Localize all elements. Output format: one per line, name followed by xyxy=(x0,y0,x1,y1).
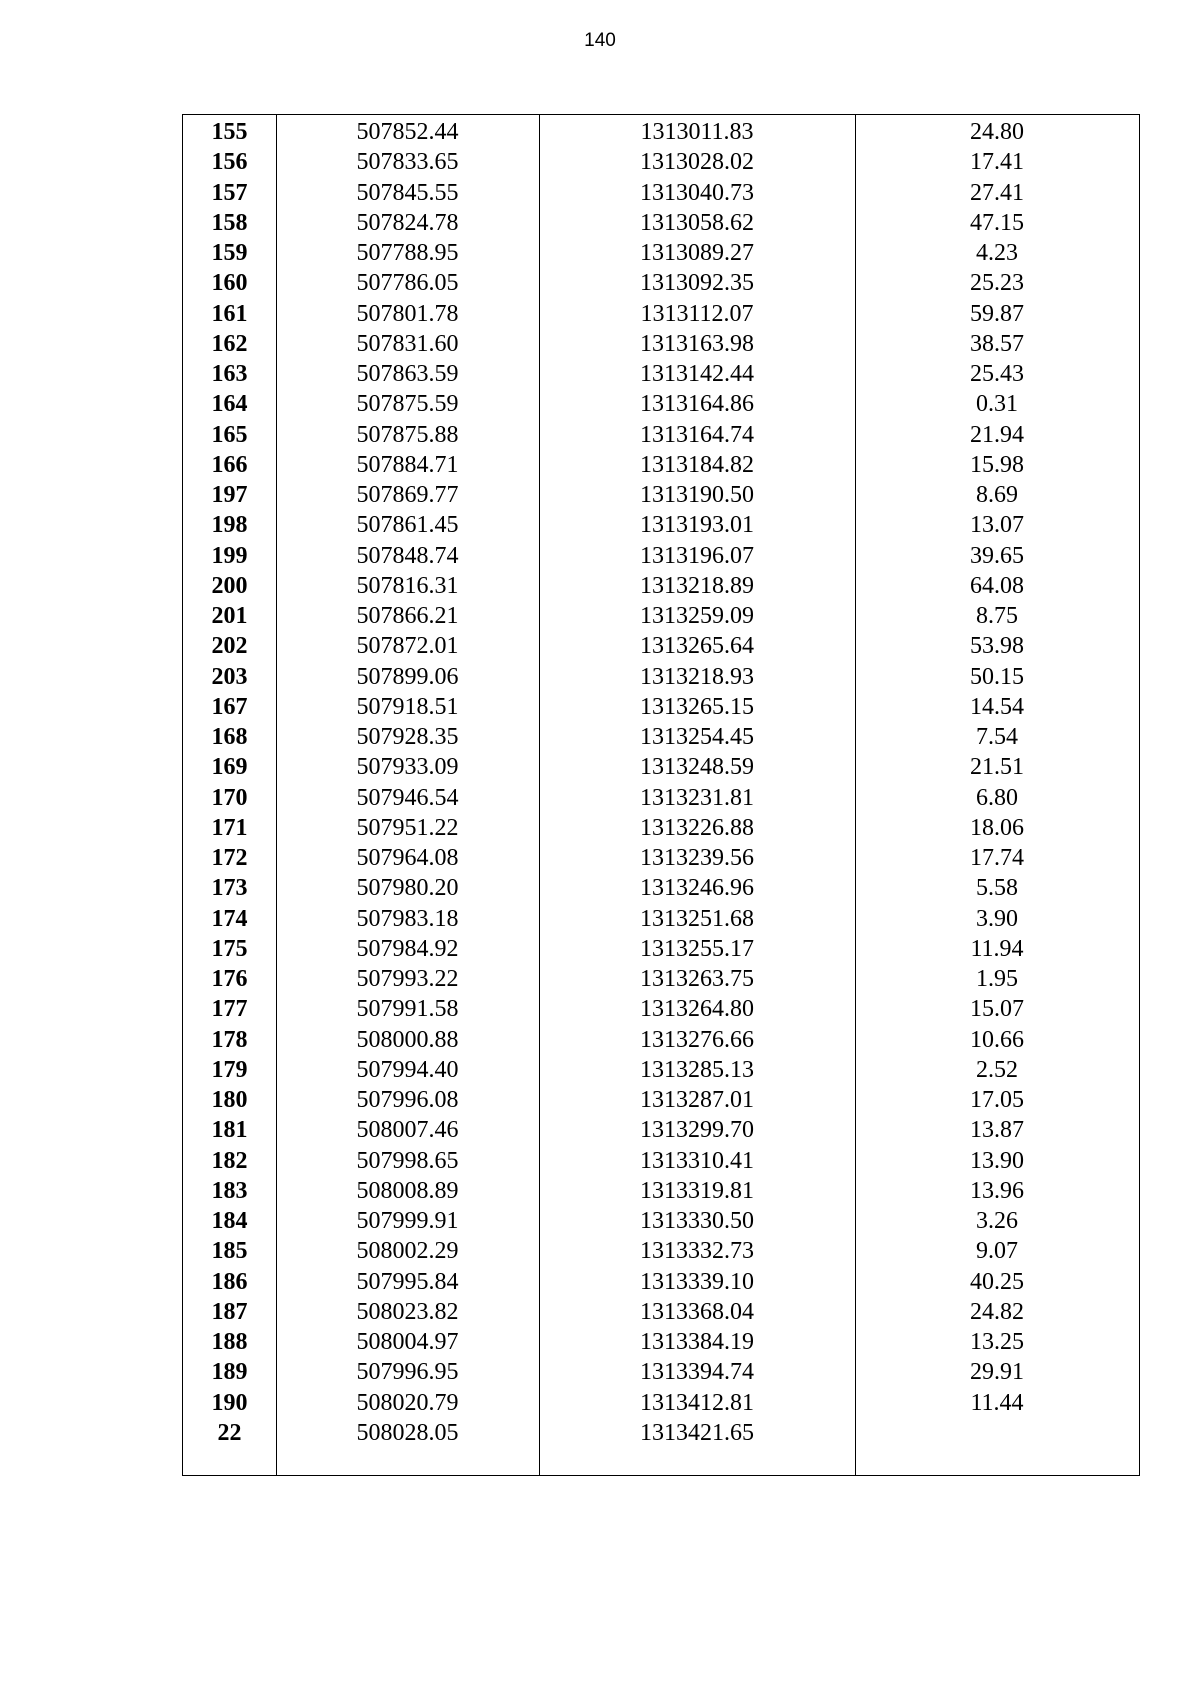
point-number-cell: 187 xyxy=(211,1298,248,1325)
x-coordinate-cell: 507869.77 xyxy=(356,482,459,509)
y-coordinate-cell: 1313319.81 xyxy=(640,1177,754,1204)
x-coordinate-cell: 507861.45 xyxy=(356,512,459,539)
table-row xyxy=(183,450,1139,480)
x-coordinate-cell: 507872.01 xyxy=(356,633,459,660)
distance-cell: 6.80 xyxy=(976,784,1018,811)
point-number-cell: 199 xyxy=(211,542,248,569)
distance-cell: 10.66 xyxy=(970,1026,1024,1053)
point-number-cell: 173 xyxy=(211,875,248,902)
y-coordinate-cell: 1313011.83 xyxy=(640,119,754,146)
y-coordinate-cell: 1313332.73 xyxy=(640,1238,754,1265)
table-row xyxy=(183,692,1139,722)
distance-cell: 13.07 xyxy=(970,512,1024,539)
x-coordinate-cell: 508002.29 xyxy=(356,1238,459,1265)
x-coordinate-cell: 507863.59 xyxy=(356,361,459,388)
distance-cell: 21.94 xyxy=(970,421,1024,448)
y-coordinate-cell: 1313196.07 xyxy=(640,542,754,569)
table-row xyxy=(183,1327,1139,1357)
distance-cell: 17.74 xyxy=(970,845,1024,872)
point-number-cell: 157 xyxy=(211,179,248,206)
point-number-cell: 170 xyxy=(211,784,248,811)
x-coordinate-cell: 507824.78 xyxy=(356,209,459,236)
x-coordinate-cell: 507933.09 xyxy=(356,754,459,781)
table-row xyxy=(183,722,1139,752)
x-coordinate-cell: 507993.22 xyxy=(356,966,459,993)
coordinate-table xyxy=(182,114,1140,1476)
table-row xyxy=(183,480,1139,510)
y-coordinate-cell: 1313190.50 xyxy=(640,482,754,509)
x-coordinate-cell: 507951.22 xyxy=(356,814,459,841)
point-number-cell: 181 xyxy=(211,1117,248,1144)
table-row xyxy=(183,843,1139,873)
x-coordinate-cell: 507998.65 xyxy=(356,1147,459,1174)
distance-cell: 27.41 xyxy=(970,179,1024,206)
distance-cell: 11.44 xyxy=(970,1389,1024,1416)
point-number-cell: 161 xyxy=(211,300,248,327)
distance-cell: 9.07 xyxy=(976,1238,1018,1265)
point-number-cell: 174 xyxy=(211,905,248,932)
distance-cell: 13.87 xyxy=(970,1117,1024,1144)
y-coordinate-cell: 1313264.80 xyxy=(640,996,754,1023)
x-coordinate-cell: 507946.54 xyxy=(356,784,459,811)
distance-cell: 38.57 xyxy=(970,330,1024,357)
x-coordinate-cell: 507918.51 xyxy=(356,693,459,720)
distance-cell: 25.23 xyxy=(970,270,1024,297)
x-coordinate-cell: 507996.08 xyxy=(356,1087,459,1114)
table-row xyxy=(183,299,1139,329)
table-row xyxy=(183,541,1139,571)
distance-cell: 1.95 xyxy=(976,966,1018,993)
page-number: 140 xyxy=(584,30,616,51)
y-coordinate-cell: 1313421.65 xyxy=(640,1419,754,1446)
table-row xyxy=(183,752,1139,782)
y-coordinate-cell: 1313287.01 xyxy=(640,1087,754,1114)
x-coordinate-cell: 507833.65 xyxy=(356,149,459,176)
y-coordinate-cell: 1313231.81 xyxy=(640,784,754,811)
table-row xyxy=(183,1388,1139,1418)
y-coordinate-cell: 1313276.66 xyxy=(640,1026,754,1053)
point-number-cell: 183 xyxy=(211,1177,248,1204)
table-row xyxy=(183,1418,1139,1448)
x-coordinate-cell: 507999.91 xyxy=(356,1208,459,1235)
y-coordinate-cell: 1313251.68 xyxy=(640,905,754,932)
x-coordinate-cell: 508004.97 xyxy=(356,1329,459,1356)
table-row xyxy=(183,178,1139,208)
x-coordinate-cell: 508008.89 xyxy=(356,1177,459,1204)
point-number-cell: 160 xyxy=(211,270,248,297)
point-number-cell: 180 xyxy=(211,1087,248,1114)
x-coordinate-cell: 507831.60 xyxy=(356,330,459,357)
point-number-cell: 178 xyxy=(211,1026,248,1053)
point-number-cell: 203 xyxy=(211,663,248,690)
x-coordinate-cell: 507983.18 xyxy=(356,905,459,932)
distance-cell: 53.98 xyxy=(970,633,1024,660)
y-coordinate-cell: 1313218.89 xyxy=(640,572,754,599)
table-row xyxy=(183,934,1139,964)
y-coordinate-cell: 1313299.70 xyxy=(640,1117,754,1144)
table-row xyxy=(183,208,1139,238)
point-number-cell: 163 xyxy=(211,361,248,388)
x-coordinate-cell: 507996.95 xyxy=(356,1359,459,1386)
x-coordinate-cell: 507991.58 xyxy=(356,996,459,1023)
table-row xyxy=(183,904,1139,934)
distance-cell: 7.54 xyxy=(976,724,1018,751)
point-number-cell: 185 xyxy=(211,1238,248,1265)
point-number-cell: 22 xyxy=(217,1419,242,1446)
x-coordinate-cell: 508028.05 xyxy=(356,1419,459,1446)
distance-cell: 15.98 xyxy=(970,451,1024,478)
y-coordinate-cell: 1313263.75 xyxy=(640,966,754,993)
x-coordinate-cell: 507980.20 xyxy=(356,875,459,902)
distance-cell: 29.91 xyxy=(970,1359,1024,1386)
x-coordinate-cell: 507866.21 xyxy=(356,603,459,630)
distance-cell: 50.15 xyxy=(970,663,1024,690)
coordinate-table-grid xyxy=(183,117,1139,1448)
x-coordinate-cell: 507848.74 xyxy=(356,542,459,569)
distance-cell: 18.06 xyxy=(970,814,1024,841)
table-row xyxy=(183,1267,1139,1297)
y-coordinate-cell: 1313164.86 xyxy=(640,391,754,418)
point-number-cell: 165 xyxy=(211,421,248,448)
y-coordinate-cell: 1313255.17 xyxy=(640,935,754,962)
point-number-cell: 198 xyxy=(211,512,248,539)
table-row xyxy=(183,813,1139,843)
point-number-cell: 200 xyxy=(211,572,248,599)
table-row xyxy=(183,510,1139,540)
y-coordinate-cell: 1313248.59 xyxy=(640,754,754,781)
y-coordinate-cell: 1313394.74 xyxy=(640,1359,754,1386)
point-number-cell: 168 xyxy=(211,724,248,751)
distance-cell xyxy=(855,1418,1139,1448)
table-row xyxy=(183,1297,1139,1327)
table-row xyxy=(183,420,1139,450)
distance-cell: 25.43 xyxy=(970,361,1024,388)
table-row xyxy=(183,1025,1139,1055)
x-coordinate-cell: 507816.31 xyxy=(356,572,459,599)
distance-cell: 21.51 xyxy=(970,754,1024,781)
y-coordinate-cell: 1313259.09 xyxy=(640,603,754,630)
point-number-cell: 179 xyxy=(211,1056,248,1083)
x-coordinate-cell: 507994.40 xyxy=(356,1056,459,1083)
table-row xyxy=(183,1176,1139,1206)
y-coordinate-cell: 1313239.56 xyxy=(640,845,754,872)
x-coordinate-cell: 507964.08 xyxy=(356,845,459,872)
table-row xyxy=(183,662,1139,692)
point-number-cell: 201 xyxy=(211,603,248,630)
y-coordinate-cell: 1313265.64 xyxy=(640,633,754,660)
point-number-cell: 164 xyxy=(211,391,248,418)
x-coordinate-cell: 507995.84 xyxy=(356,1268,459,1295)
distance-cell: 2.52 xyxy=(976,1056,1018,1083)
table-row xyxy=(183,601,1139,631)
x-coordinate-cell: 507845.55 xyxy=(356,179,459,206)
distance-cell: 14.54 xyxy=(970,693,1024,720)
distance-cell: 13.96 xyxy=(970,1177,1024,1204)
distance-cell: 5.58 xyxy=(976,875,1018,902)
distance-cell: 0.31 xyxy=(976,391,1018,418)
distance-cell: 3.26 xyxy=(976,1208,1018,1235)
y-coordinate-cell: 1313265.15 xyxy=(640,693,754,720)
table-row xyxy=(183,783,1139,813)
point-number-cell: 202 xyxy=(211,633,248,660)
y-coordinate-cell: 1313246.96 xyxy=(640,875,754,902)
x-coordinate-cell: 507875.59 xyxy=(356,391,459,418)
y-coordinate-cell: 1313184.82 xyxy=(640,451,754,478)
y-coordinate-cell: 1313142.44 xyxy=(640,361,754,388)
y-coordinate-cell: 1313368.04 xyxy=(640,1298,754,1325)
y-coordinate-cell: 1313193.01 xyxy=(640,512,754,539)
table-row xyxy=(183,147,1139,177)
y-coordinate-cell: 1313310.41 xyxy=(640,1147,754,1174)
point-number-cell: 189 xyxy=(211,1359,248,1386)
table-row xyxy=(183,571,1139,601)
distance-cell: 13.25 xyxy=(970,1329,1024,1356)
y-coordinate-cell: 1313163.98 xyxy=(640,330,754,357)
table-row xyxy=(183,268,1139,298)
distance-cell: 8.75 xyxy=(976,603,1018,630)
table-row xyxy=(183,1055,1139,1085)
x-coordinate-cell: 507884.71 xyxy=(356,451,459,478)
table-row xyxy=(183,873,1139,903)
point-number-cell: 182 xyxy=(211,1147,248,1174)
point-number-cell: 166 xyxy=(211,451,248,478)
point-number-cell: 186 xyxy=(211,1268,248,1295)
point-number-cell: 172 xyxy=(211,845,248,872)
distance-cell: 11.94 xyxy=(970,935,1024,962)
distance-cell: 15.07 xyxy=(970,996,1024,1023)
point-number-cell: 176 xyxy=(211,966,248,993)
table-row xyxy=(183,1236,1139,1266)
distance-cell: 59.87 xyxy=(970,300,1024,327)
x-coordinate-cell: 507984.92 xyxy=(356,935,459,962)
x-coordinate-cell: 508007.46 xyxy=(356,1117,459,1144)
x-coordinate-cell: 507788.95 xyxy=(356,240,459,267)
table-row xyxy=(183,329,1139,359)
table-row xyxy=(183,1146,1139,1176)
x-coordinate-cell: 508020.79 xyxy=(356,1389,459,1416)
y-coordinate-cell: 1313254.45 xyxy=(640,724,754,751)
distance-cell: 3.90 xyxy=(976,905,1018,932)
point-number-cell: 184 xyxy=(211,1208,248,1235)
table-row xyxy=(183,964,1139,994)
x-coordinate-cell: 507786.05 xyxy=(356,270,459,297)
point-number-cell: 197 xyxy=(211,482,248,509)
y-coordinate-cell: 1313028.02 xyxy=(640,149,754,176)
point-number-cell: 175 xyxy=(211,935,248,962)
distance-cell: 64.08 xyxy=(970,572,1024,599)
y-coordinate-cell: 1313285.13 xyxy=(640,1056,754,1083)
table-row xyxy=(183,1206,1139,1236)
x-coordinate-cell: 508000.88 xyxy=(356,1026,459,1053)
table-row xyxy=(183,389,1139,419)
table-row xyxy=(183,238,1139,268)
table-row xyxy=(183,1115,1139,1145)
point-number-cell: 159 xyxy=(211,240,248,267)
point-number-cell: 177 xyxy=(211,996,248,1023)
y-coordinate-cell: 1313339.10 xyxy=(640,1268,754,1295)
distance-cell: 17.41 xyxy=(970,149,1024,176)
table-row xyxy=(183,631,1139,661)
x-coordinate-cell: 507928.35 xyxy=(356,724,459,751)
table-row xyxy=(183,117,1139,147)
distance-cell: 17.05 xyxy=(970,1087,1024,1114)
point-number-cell: 169 xyxy=(211,754,248,781)
table-row xyxy=(183,1085,1139,1115)
point-number-cell: 190 xyxy=(211,1389,248,1416)
table-row xyxy=(183,1357,1139,1387)
x-coordinate-cell: 508023.82 xyxy=(356,1298,459,1325)
y-coordinate-cell: 1313218.93 xyxy=(640,663,754,690)
distance-cell: 4.23 xyxy=(976,240,1018,267)
point-number-cell: 158 xyxy=(211,209,248,236)
table-row xyxy=(183,994,1139,1024)
y-coordinate-cell: 1313089.27 xyxy=(640,240,754,267)
x-coordinate-cell: 507875.88 xyxy=(356,421,459,448)
distance-cell: 8.69 xyxy=(976,482,1018,509)
distance-cell: 40.25 xyxy=(970,1268,1024,1295)
distance-cell: 13.90 xyxy=(970,1147,1024,1174)
y-coordinate-cell: 1313330.50 xyxy=(640,1208,754,1235)
y-coordinate-cell: 1313164.74 xyxy=(640,421,754,448)
point-number-cell: 155 xyxy=(211,119,248,146)
point-number-cell: 162 xyxy=(211,330,248,357)
distance-cell: 47.15 xyxy=(970,209,1024,236)
point-number-cell: 188 xyxy=(211,1329,248,1356)
y-coordinate-cell: 1313226.88 xyxy=(640,814,754,841)
x-coordinate-cell: 507801.78 xyxy=(356,300,459,327)
x-coordinate-cell: 507852.44 xyxy=(356,119,459,146)
distance-cell: 24.80 xyxy=(970,119,1024,146)
y-coordinate-cell: 1313040.73 xyxy=(640,179,754,206)
x-coordinate-cell: 507899.06 xyxy=(356,663,459,690)
distance-cell: 24.82 xyxy=(970,1298,1024,1325)
table-body xyxy=(183,117,1139,1448)
point-number-cell: 171 xyxy=(211,814,248,841)
y-coordinate-cell: 1313412.81 xyxy=(640,1389,754,1416)
distance-cell: 39.65 xyxy=(970,542,1024,569)
table-row xyxy=(183,359,1139,389)
y-coordinate-cell: 1313092.35 xyxy=(640,270,754,297)
y-coordinate-cell: 1313384.19 xyxy=(640,1329,754,1356)
point-number-cell: 156 xyxy=(211,149,248,176)
y-coordinate-cell: 1313112.07 xyxy=(640,300,754,327)
y-coordinate-cell: 1313058.62 xyxy=(640,209,754,236)
point-number-cell: 167 xyxy=(211,693,248,720)
